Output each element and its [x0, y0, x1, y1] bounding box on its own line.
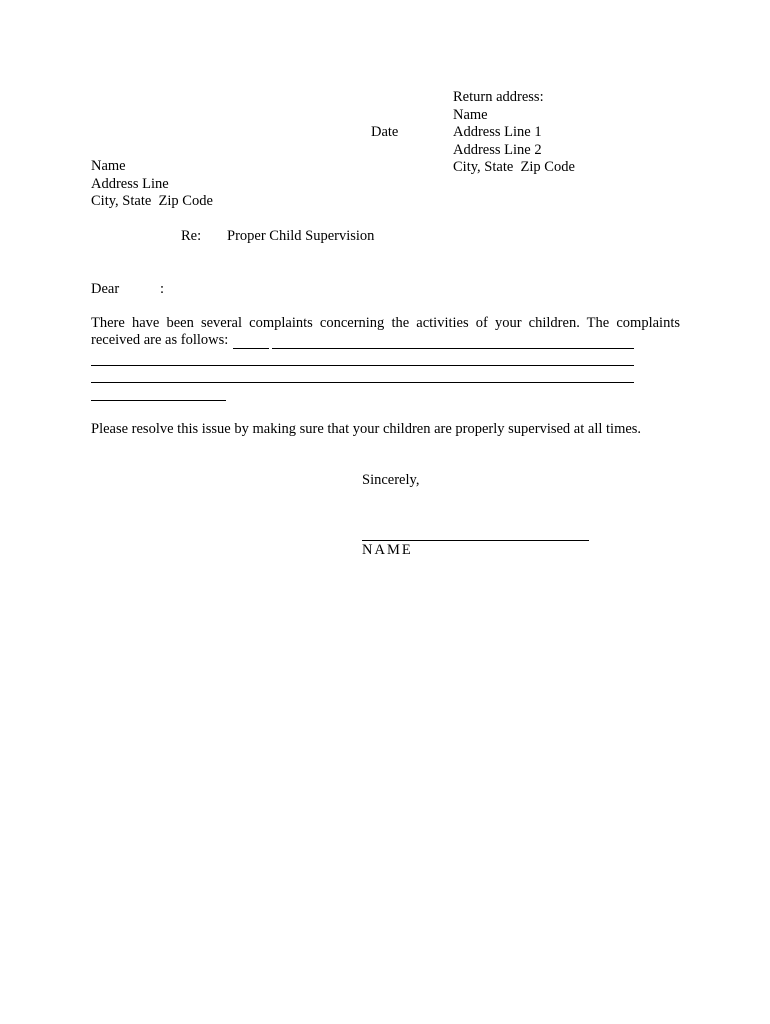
- complaints-paragraph-line-2: received are as follows:: [91, 332, 229, 348]
- complaints-blank-line-2: [91, 365, 634, 366]
- salutation-dear: Dear: [91, 281, 120, 297]
- complaints-blank-line-3: [91, 382, 634, 383]
- return-address-city-state-zip: City, State Zip Code: [453, 159, 575, 175]
- return-address-line-1: Address Line 1: [453, 124, 542, 140]
- complaints-blank-line-1: [272, 348, 634, 349]
- complaints-blank-line-4: [91, 400, 226, 401]
- re-subject: Proper Child Supervision: [227, 228, 375, 244]
- return-address-heading: Return address:: [453, 89, 544, 105]
- recipient-address-line: Address Line: [91, 175, 169, 192]
- signer-name: NAME: [362, 542, 413, 558]
- re-label: Re:: [181, 228, 202, 244]
- complaints-paragraph-line-1: There have been several complaints concerning the activities of your children. The complaints: [91, 315, 680, 331]
- return-address-line-2: Address Line 2: [453, 141, 542, 158]
- recipient-city-state-zip: City, State Zip Code: [91, 193, 213, 209]
- letter-date: Date: [371, 124, 399, 140]
- salutation-colon: :: [160, 281, 165, 297]
- complaints-blank-short: [233, 348, 269, 349]
- return-address-block: [453, 89, 575, 177]
- signature-line: [362, 540, 589, 541]
- recipient-name: Name: [91, 158, 126, 174]
- closing-sincerely: Sincerely,: [362, 472, 420, 488]
- recipient-address-block: [91, 158, 213, 211]
- resolution-paragraph: Please resolve this issue by making sure that your children are properly supervised at all times.: [91, 421, 642, 437]
- return-address-name: Name: [453, 106, 488, 123]
